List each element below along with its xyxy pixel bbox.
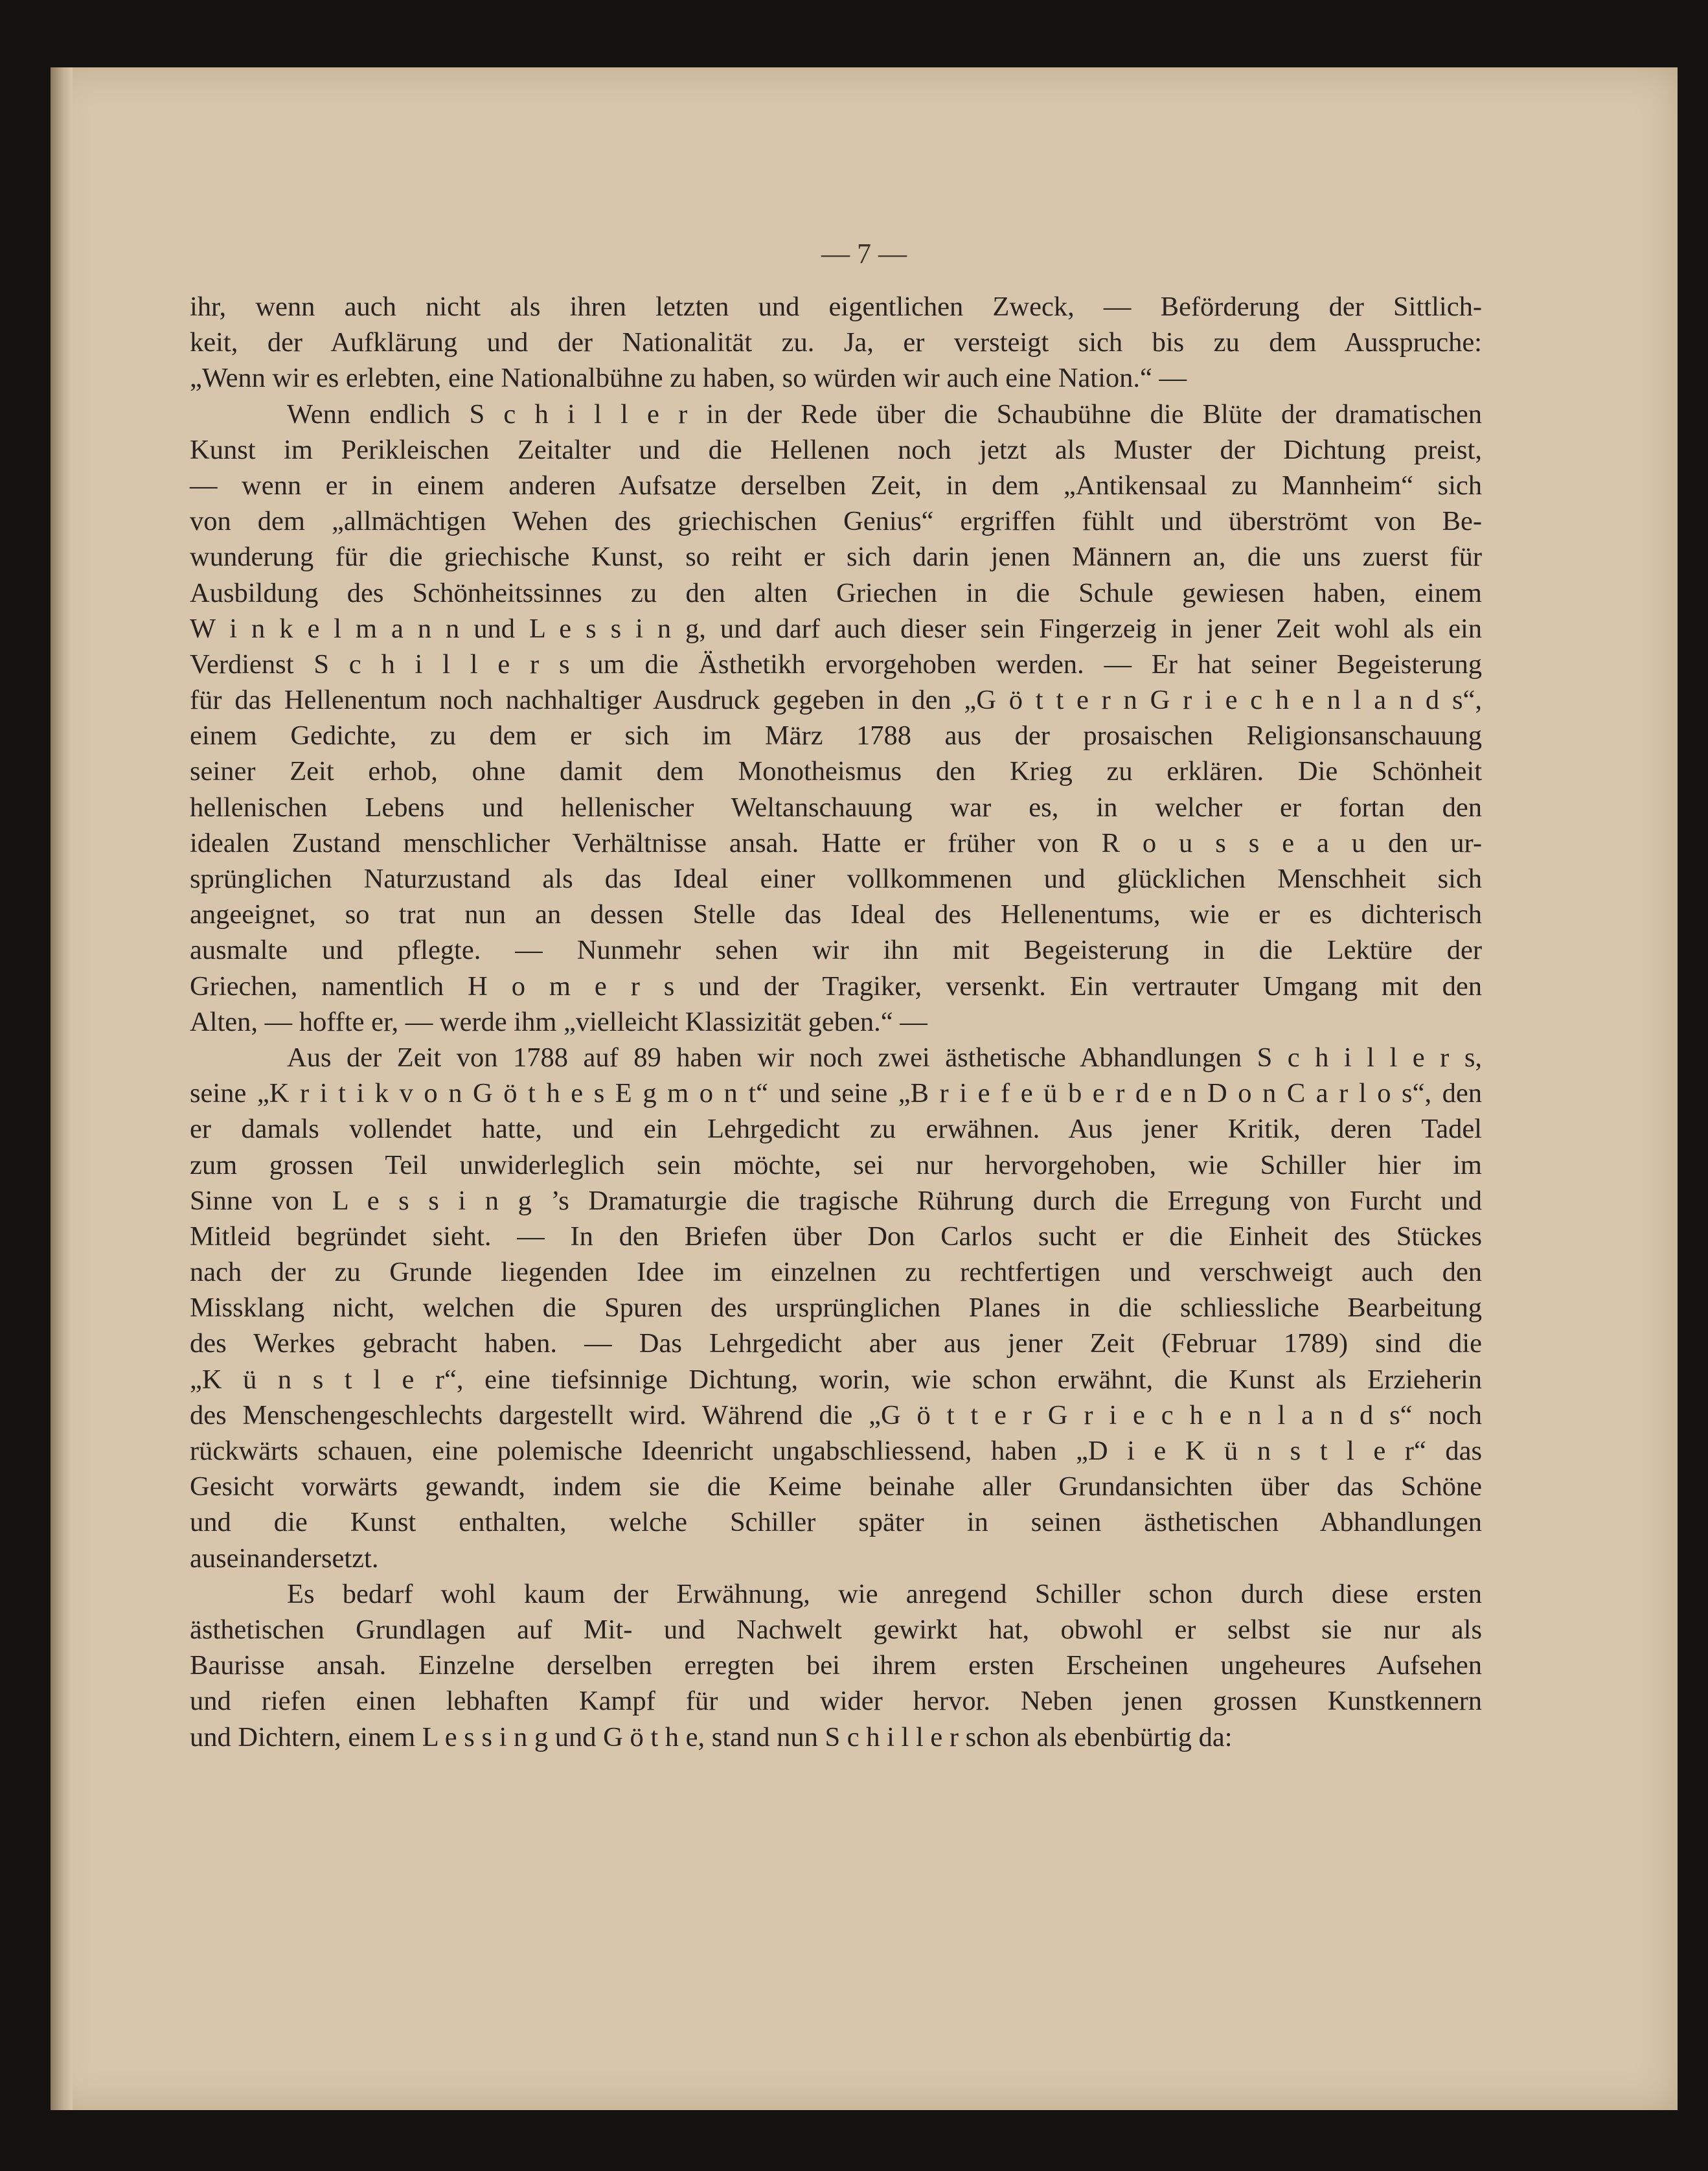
text-line: Es bedarf wohl kaum der Erwähnung, wie anregend Schiller schon durch diese ersten [287,1578,1482,1609]
text-line: Gesicht vorwärts gewandt, indem sie die Keime beinahe aller Grundansichten über das Schöne [190,1471,1482,1502]
page-gutter-shadow [51,67,73,2110]
text-line: keit, der Aufklärung und der Nationalität zu. Ja, er versteigt sich bis zu dem Ausspruche: [190,327,1482,358]
text-line: ästhetischen Grundlagen auf Mit- und Nachwelt gewirkt hat, obwohl er selbst sie nur als [190,1614,1482,1645]
text-line: und Dichtern, einem L e s s i n g und G ö t h e, stand nun S c h i l l e r schon als ebenbürtig da: [190,1721,1233,1752]
paragraph [190,396,1482,1040]
text-line: er damals vollendet hatte, und ein Lehrgedicht zu erwähnen. Aus jener Kritik, deren Tadel [190,1114,1482,1145]
paragraph [190,289,1482,396]
text-line: idealen Zustand menschlicher Verhältnisse ansah. Hatte er früher von R o u s s e a u den ur- [190,827,1482,858]
text-line: ihr, wenn auch nicht als ihren letzten und eigentlichen Zweck, — Beförderung der Sittlich- [190,292,1482,322]
text-line: seine „K r i t i k v o n G ö t h e s E g m o n t“ und seine „B r i e f e ü b e r d e n D o n C a r l o s“, den [190,1078,1482,1109]
text-line: Baurisse ansah. Einzelne derselben erregten bei ihrem ersten Erscheinen ungeheures Aufsehen [190,1650,1482,1681]
text-line: hellenischen Lebens und hellenischer Weltanschauung war es, in welcher er fortan den [190,792,1482,823]
text-line: für das Hellenentum noch nachhaltiger Ausdruck gegeben in den „G ö t t e r n G r i e c h e n l a n d s“, [190,685,1482,716]
page-number: — 7 — [821,238,907,270]
text-line: Alten, — hoffte er, — werde ihm „vielleicht Klassizität geben.“ — [190,1006,928,1037]
text-line: Sinne von L e s s i n g ’s Dramaturgie die tragische Rührung durch die Erregung von Furcht und [190,1185,1482,1216]
text-line: auseinandersetzt. [190,1543,379,1574]
text-line: und riefen einen lebhaften Kampf für und wider hervor. Neben jenen grossen Kunstkennern [190,1686,1482,1717]
paragraph [190,1576,1482,1755]
text-line: W i n k e l m a n n und L e s s i n g, und darf auch dieser sein Fingerzeig in jener Zeit wohl als ein [190,613,1482,644]
text-line: Mitleid begründet sieht. — In den Briefen über Don Carlos sucht er die Einheit des Stückes [190,1221,1482,1252]
text-line: sprünglichen Naturzustand als das Ideal einer vollkommenen und glücklichen Menschheit sich [190,864,1482,894]
text-line: Verdienst S c h i l l e r s um die Ästhetikh ervorgehoben werden. — Er hat seiner Begeisterung [190,649,1482,680]
text-line: angeeignet, so trat nun an dessen Stelle das Ideal des Hellenentums, wie er es dichterisch [190,899,1482,930]
text-line: des Werkes gebracht haben. — Das Lehrgedicht aber aus jener Zeit (Februar 1789) sind die [190,1328,1482,1359]
text-line: nach der zu Grunde liegenden Idee im einzelnen zu rechtfertigen und verschweigt auch den [190,1257,1482,1288]
text-line: Griechen, namentlich H o m e r s und der Tragiker, versenkt. Ein vertrauter Umgang mit den [190,971,1482,1002]
text-line: und die Kunst enthalten, welche Schiller später in seinen ästhetischen Abhandlungen [190,1507,1482,1538]
text-line: ausmalte und pflegte. — Nunmehr sehen wir ihn mit Begeisterung in die Lektüre der [190,935,1482,966]
body-text [190,289,1482,1755]
text-line: Kunst im Perikleischen Zeitalter und die Hellenen noch jetzt als Muster der Dichtung preist, [190,434,1482,465]
text-line: „K ü n s t l e r“, eine tiefsinnige Dichtung, worin, wie schon erwähnt, die Kunst als Erzieherin [190,1364,1482,1395]
text-line: seiner Zeit erhob, ohne damit dem Monotheismus den Krieg zu erklären. Die Schönheit [190,756,1482,787]
paragraph [190,1040,1482,1576]
text-line: wunderung für die griechische Kunst, so reiht er sich darin jenen Männern an, die uns zuerst für [190,542,1482,573]
text-line: Missklang nicht, welchen die Spuren des ursprünglichen Planes in die schliessliche Bearbeitung [190,1292,1482,1324]
text-line: „Wenn wir es erlebten, eine Nationalbühne zu haben, so würden wir auch eine Nation.“ — [190,363,1187,394]
book-page [51,67,1678,2110]
text-line: Aus der Zeit von 1788 auf 89 haben wir noch zwei ästhetische Abhandlungen S c h i l l e r s, [287,1042,1482,1073]
text-line: Ausbildung des Schönheitssinnes zu den alten Griechen in die Schule gewiesen haben, einem [190,577,1482,608]
text-line: zum grossen Teil unwiderleglich sein möchte, sei nur hervorgehoben, wie Schiller hier im [190,1149,1482,1180]
text-line: — wenn er in einem anderen Aufsatze derselben Zeit, in dem „Antikensaal zu Mannheim“ sich [190,470,1482,501]
text-line: des Menschengeschlechts dargestellt wird. Während die „G ö t t e r G r i e c h e n l a n d s“ noch [190,1399,1482,1430]
text-line: einem Gedichte, zu dem er sich im März 1788 aus der prosaischen Religionsanschauung [190,720,1482,752]
text-line: Wenn endlich S c h i l l e r in der Rede über die Schaubühne die Blüte der dramatischen [287,398,1482,430]
text-line: von dem „allmächtigen Wehen des griechischen Genius“ ergriffen fühlt und überströmt von Be- [190,506,1482,537]
text-line: rückwärts schauen, eine polemische Ideenricht ungabschliessend, haben „D i e K ü n s t l e r“ das [190,1436,1482,1466]
